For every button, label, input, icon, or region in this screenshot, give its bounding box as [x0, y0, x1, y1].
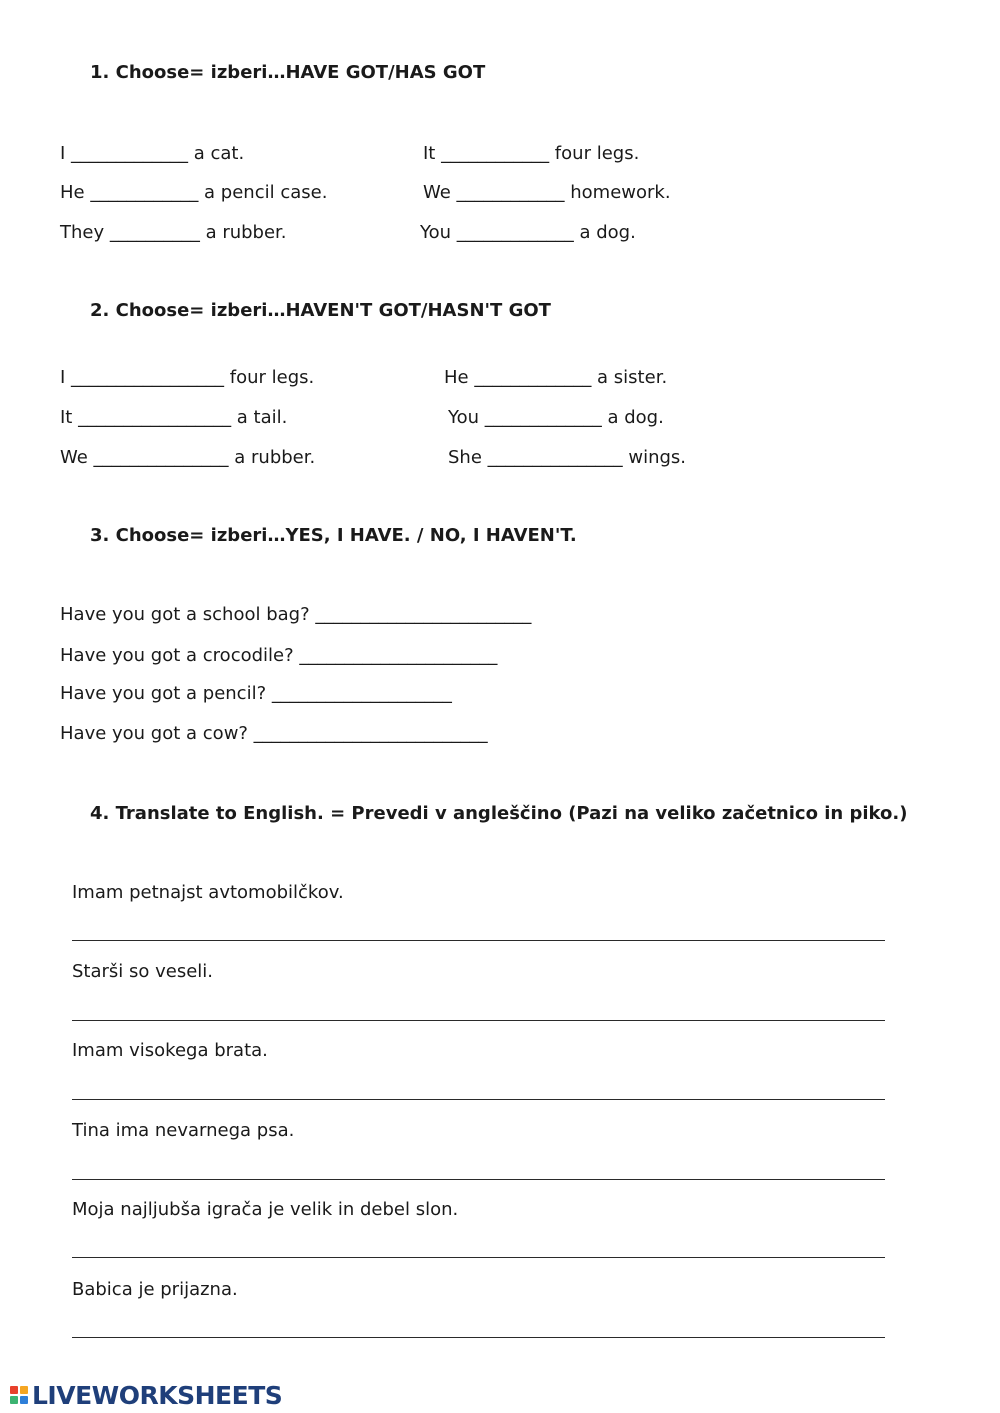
translate-sentence-4: Tina ima nevarnega psa.	[72, 1120, 295, 1141]
section-2-title: 2. Choose= izberi…HAVEN'T GOT/HASN'T GOT	[90, 300, 551, 321]
logo-block-red	[10, 1386, 18, 1394]
answer-line-1[interactable]	[72, 940, 885, 941]
section-4-title: 4. Translate to English. = Prevedi v angleščino (Pazi na veliko začetnico in piko.)	[90, 803, 908, 824]
exercise-2-item-4: He _____________ a sister.	[444, 367, 668, 388]
logo-block-blue	[20, 1396, 28, 1404]
logo-text: LIVEWORKSHEETS	[32, 1380, 283, 1410]
exercise-2-item-6: She _______________ wings.	[448, 447, 687, 468]
question-1: Have you got a school bag? ________________________	[60, 604, 532, 625]
section-1-title: 1. Choose= izberi…HAVE GOT/HAS GOT	[90, 62, 486, 83]
question-4: Have you got a cow? __________________________	[60, 723, 488, 744]
exercise-2-item-1: I _________________ four legs.	[60, 367, 315, 388]
answer-line-2[interactable]	[72, 1020, 885, 1021]
answer-line-5[interactable]	[72, 1257, 885, 1258]
answer-line-6[interactable]	[72, 1337, 885, 1338]
translate-sentence-1: Imam petnajst avtomobilčkov.	[72, 882, 344, 903]
translate-sentence-5: Moja najljubša igrača je velik in debel slon.	[72, 1199, 459, 1220]
exercise-1-item-5: We ____________ homework.	[423, 182, 671, 203]
exercise-1-item-3: They __________ a rubber.	[60, 222, 287, 243]
translate-sentence-2: Starši so veseli.	[72, 961, 214, 982]
exercise-1-item-6: You _____________ a dog.	[420, 222, 636, 243]
logo-blocks-icon	[10, 1386, 28, 1404]
exercise-1-item-4: It ____________ four legs.	[423, 143, 640, 164]
exercise-2-item-3: We _______________ a rubber.	[60, 447, 316, 468]
answer-line-4[interactable]	[72, 1179, 885, 1180]
logo-block-green	[10, 1396, 18, 1404]
exercise-1-item-1: I _____________ a cat.	[60, 143, 245, 164]
exercise-2-item-5: You _____________ a dog.	[448, 407, 664, 428]
answer-line-3[interactable]	[72, 1099, 885, 1100]
translate-sentence-3: Imam visokega brata.	[72, 1040, 268, 1061]
question-2: Have you got a crocodile? ______________________	[60, 645, 498, 666]
translate-sentence-6: Babica je prijazna.	[72, 1279, 238, 1300]
liveworksheets-logo	[10, 1380, 282, 1410]
exercise-1-item-2: He ____________ a pencil case.	[60, 182, 328, 203]
exercise-2-item-2: It _________________ a tail.	[60, 407, 288, 428]
section-3-title: 3. Choose= izberi…YES, I HAVE. / NO, I HAVEN'T.	[90, 525, 577, 546]
logo-block-orange	[20, 1386, 28, 1394]
question-3: Have you got a pencil? ____________________	[60, 683, 452, 704]
